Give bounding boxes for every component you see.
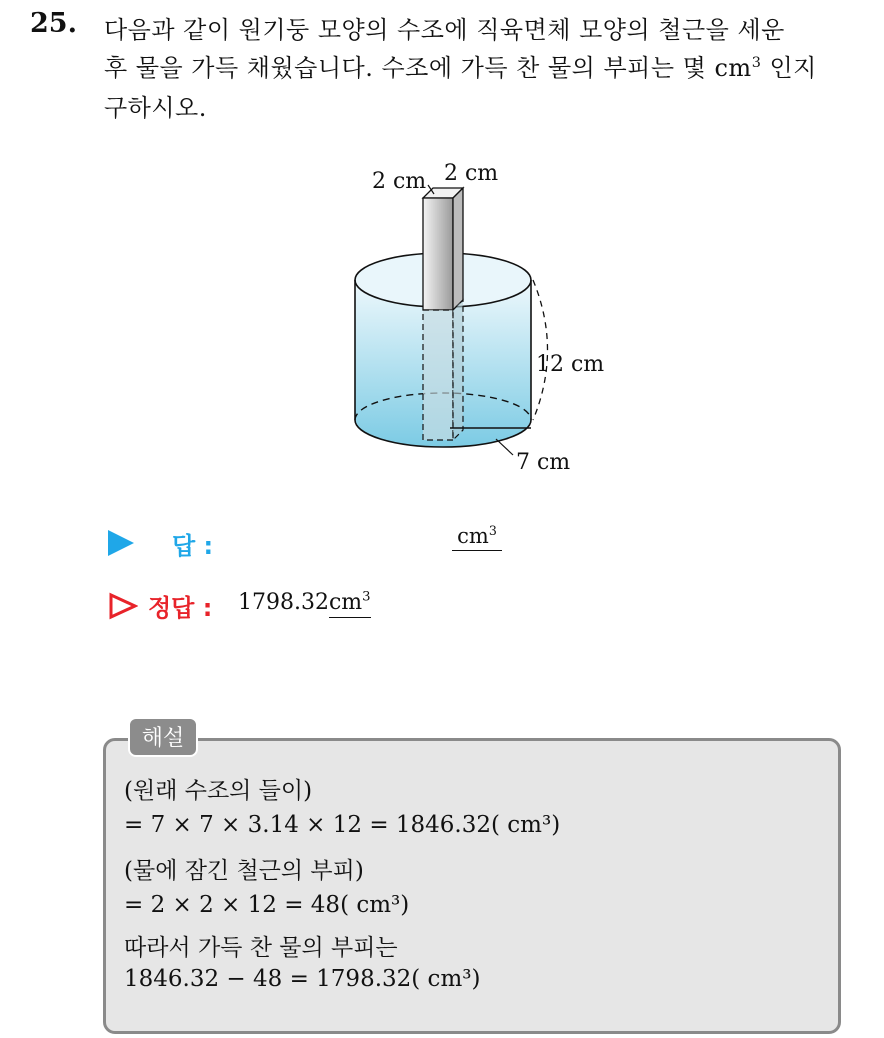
question-number: 25. (30, 8, 77, 39)
question-line-3: 구하시오. (104, 94, 207, 122)
label-bar-depth: 2 cm (444, 161, 499, 186)
solution-line-3: (물에 잠긴 철근의 부피) (124, 858, 364, 884)
solution-line-4: = 2 × 2 × 12 = 48( cm³) (124, 892, 410, 918)
label-bar-width: 2 cm (372, 169, 427, 194)
correct-value: $1798.32cm^3$ (238, 590, 371, 615)
bar-side-face (453, 188, 463, 310)
solution-line-6: 1846.32 − 48 = 1798.32( cm³) (124, 966, 481, 992)
question-unit: $cm^3$ (714, 54, 762, 82)
solution-tab: 해설 (128, 717, 198, 757)
cylinder-tank-figure (300, 150, 640, 490)
solution-line-5: 따라서 가득 찬 물의 부피는 (124, 935, 398, 961)
bar-submerged-side (453, 300, 463, 440)
question-line-1: 다음과 같이 원기둥 모양의 수조에 직육면체 모양의 철근을 세운 (104, 16, 785, 44)
bar-submerged-front (423, 310, 453, 440)
solution-line-2: = 7 × 7 × 3.14 × 12 = 1846.32( cm³) (124, 812, 561, 838)
answer-label: 답 : (172, 532, 214, 560)
correct-triangle-icon (108, 592, 138, 620)
radius-pointer (496, 439, 513, 455)
answer-triangle-icon (108, 530, 134, 556)
height-arc (533, 280, 548, 420)
correct-label: 정답 : (148, 594, 213, 622)
question-line-2-suffix: 인지 (769, 54, 817, 82)
correct-unit: $cm^3$ (329, 590, 371, 618)
question-line-2 (104, 48, 817, 83)
question-line-2-text: 후 물을 가득 채웠습니다. 수조에 가득 찬 물의 부피는 몇 (104, 54, 707, 82)
label-height: 12 cm (536, 352, 605, 377)
solution-line-1: (원래 수조의 들이) (124, 778, 313, 804)
answer-blank[interactable]: $cm^3$ (452, 524, 502, 551)
label-radius: 7 cm (516, 450, 571, 475)
bar-front-face (423, 198, 453, 310)
